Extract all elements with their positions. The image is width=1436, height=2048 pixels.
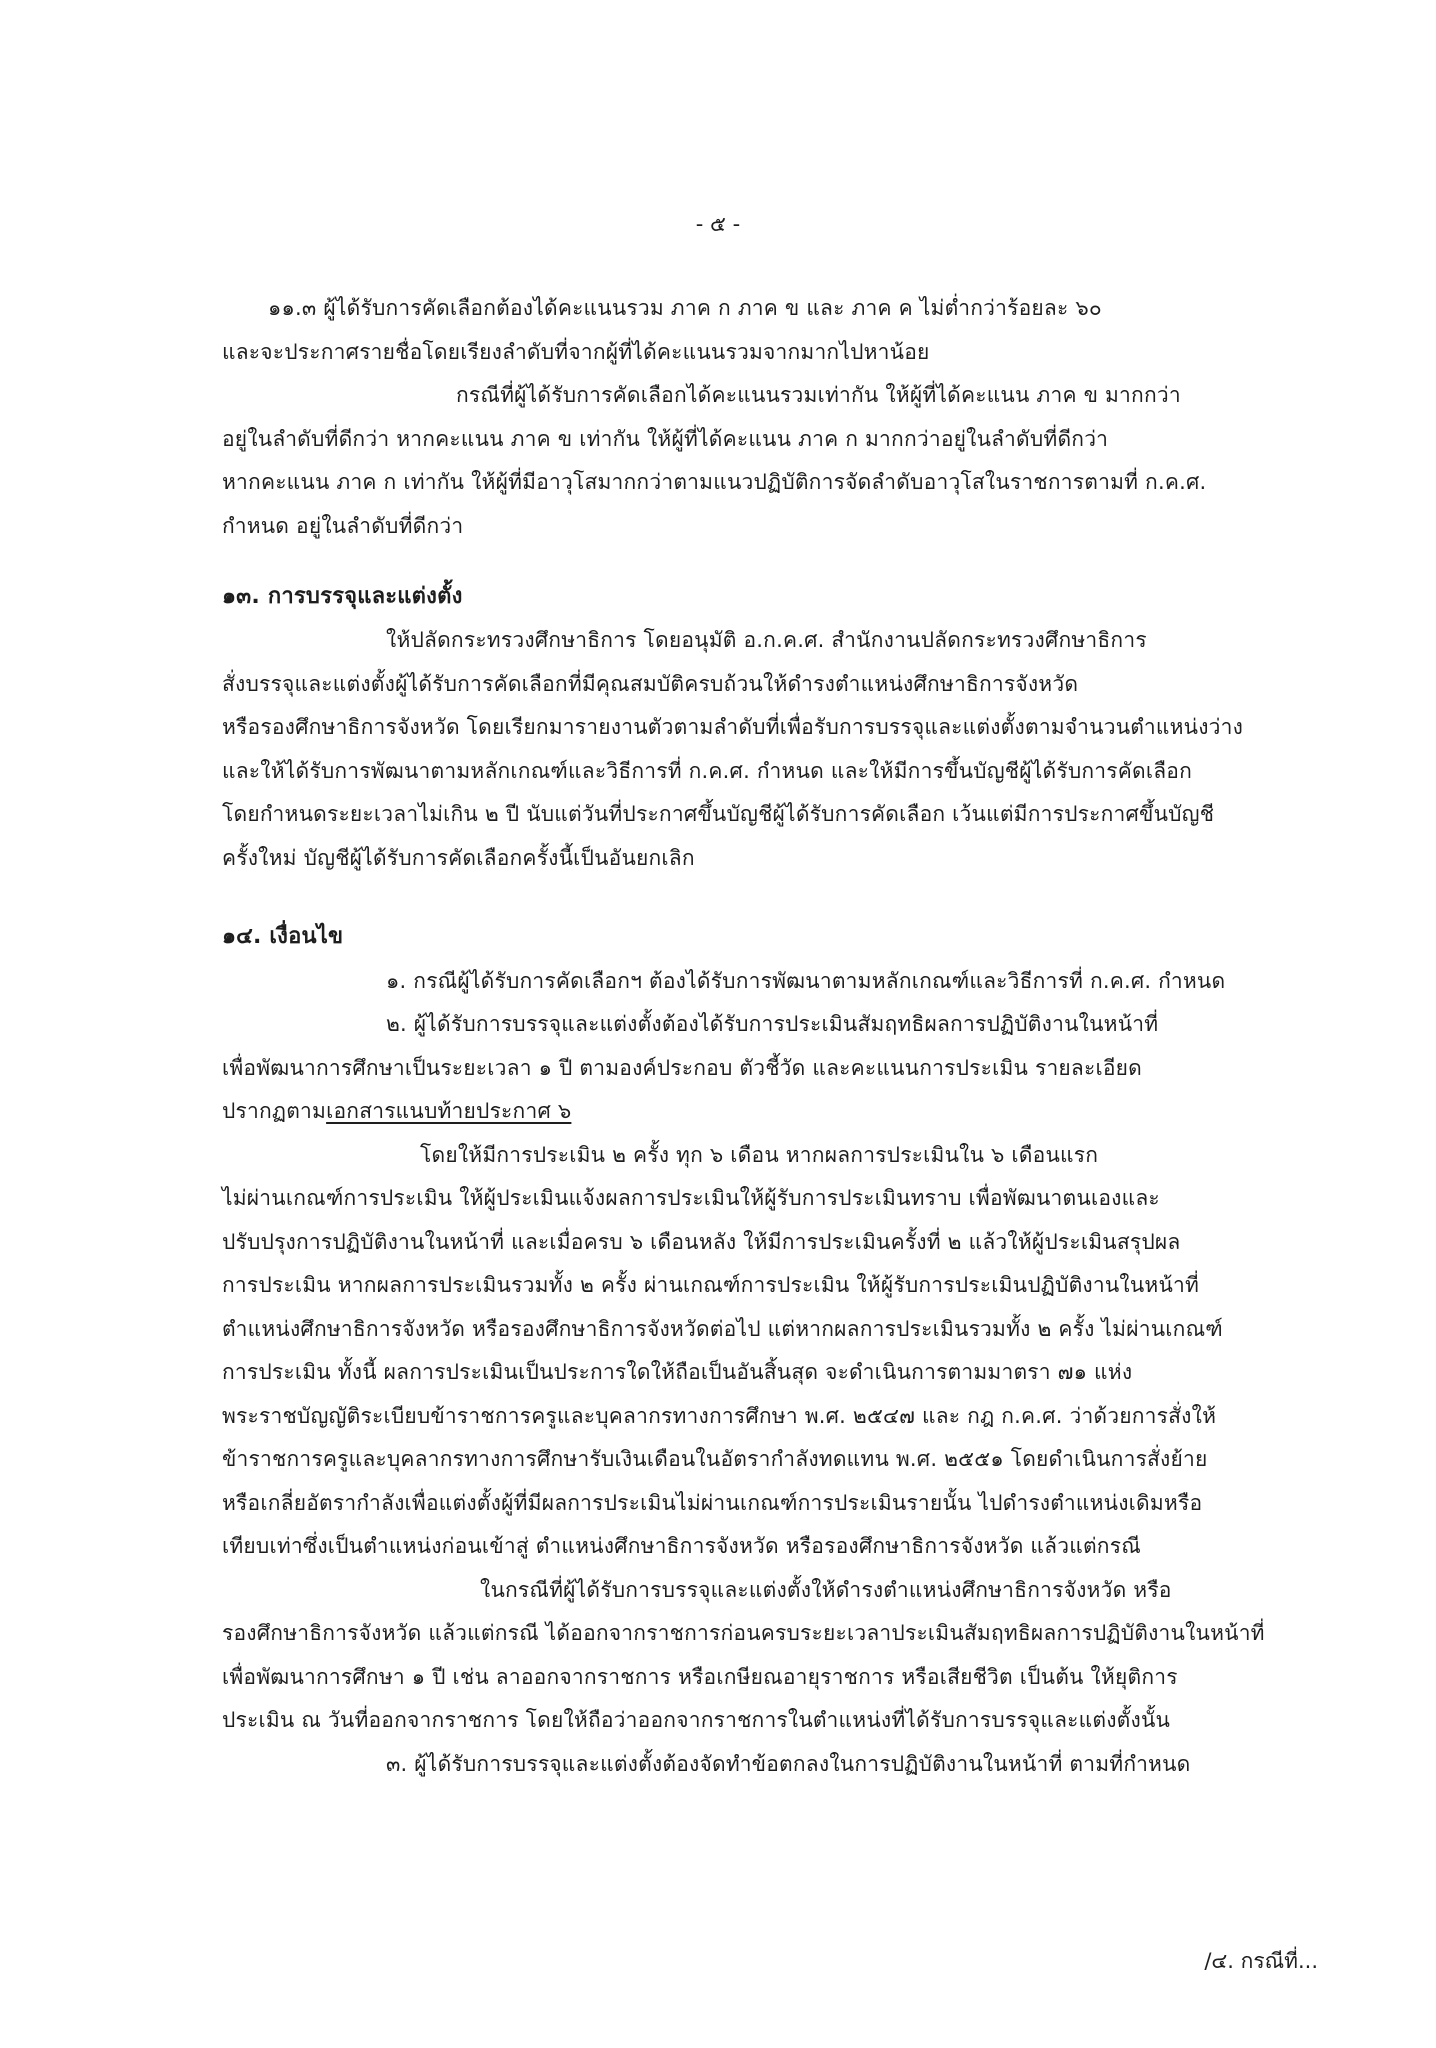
section-14-para-a-line-2: ไม่ผ่านเกณฑ์การประเมิน ให้ผู้ประเมินแจ้งผลการประเมินให้ผู้รับการประเมินทราบ เพื่อพัฒนาตนเองและ: [222, 1186, 1160, 1210]
section-13-line-4: และให้ได้รับการพัฒนาตามหลักเกณฑ์และวิธีการที่ ก.ค.ศ. กำหนด และให้มีการขึ้นบัญชีผู้ได้รับการคัดเลือก: [222, 759, 1193, 783]
section-13-heading: ๑๓. การบรรจุและแต่งตั้ง: [222, 584, 463, 609]
section-14-para-a-line-3: ปรับปรุงการปฏิบัติงานในหน้าที่ และเมื่อครบ ๖ เดือนหลัง ให้มีการประเมินครั้งที่ ๒ แล้วให้ผู้ประเมินสรุปผล: [222, 1230, 1181, 1254]
section-11-3-line-5: หากคะแนน ภาค ก เท่ากัน ให้ผู้ที่มีอาวุโสมากกว่าตามแนวปฏิบัติการจัดลำดับอาวุโสในราชการตามที่ ก.ค.ศ.: [222, 470, 1207, 494]
page-continuation-marker: /๔. กรณีที่...: [1204, 1949, 1318, 1973]
section-14-para-a-line-4: การประเมิน หากผลการประเมินรวมทั้ง ๒ ครั้ง ผ่านเกณฑ์การประเมิน ให้ผู้รับการประเมินปฏิบัติงานในหน้าที่: [222, 1273, 1200, 1297]
section-14-heading: ๑๔. เงื่อนไข: [222, 924, 344, 949]
section-13-line-1: ให้ปลัดกระทรวงศึกษาธิการ โดยอนุมัติ อ.ก.ค.ศ. สำนักงานปลัดกระทรวงศึกษาธิการ: [386, 628, 1147, 652]
section-11-3-line-2: และจะประกาศรายชื่อโดยเรียงลำดับที่จากผู้ที่ได้คะแนนรวมจากมากไปหาน้อย: [222, 340, 930, 364]
section-14-para-b-line-2: รองศึกษาธิการจังหวัด แล้วแต่กรณี ได้ออกจากราชการก่อนครบระยะเวลาประเมินสัมฤทธิผลการปฏิบัติงานในหน้าที่: [222, 1621, 1265, 1645]
section-14-para-a-line-7: พระราชบัญญัติระเบียบข้าราชการครูและบุคลากรทางการศึกษา พ.ศ. ๒๕๔๗ และ กฎ ก.ค.ศ. ว่าด้วยการสั่งให้: [222, 1404, 1217, 1428]
section-14-para-a-line-10: เทียบเท่าซึ่งเป็นตำแหน่งก่อนเข้าสู่ ตำแหน่งศึกษาธิการจังหวัด หรือรองศึกษาธิการจังหวัด แล้วแต่กรณี: [222, 1534, 1141, 1558]
section-14-para-a-line-1: โดยให้มีการประเมิน ๒ ครั้ง ทุก ๖ เดือน หากผลการประเมินใน ๖ เดือนแรก: [420, 1143, 1099, 1167]
section-14-para-b-line-4: ประเมิน ณ วันที่ออกจากราชการ โดยให้ถือว่าออกจากราชการในตำแหน่งที่ได้รับการบรรจุและแต่งตั้งนั้น: [222, 1708, 1171, 1732]
attachment-reference-prefix: ปรากฏตาม: [222, 1099, 327, 1123]
attachment-reference-link: เอกสารแนบท้ายประกาศ ๖: [326, 1099, 572, 1123]
section-11-3-line-1: ๑๑.๓ ผู้ได้รับการคัดเลือกต้องได้คะแนนรวม ภาค ก ภาค ข และ ภาค ค ไม่ต่ำกว่าร้อยละ ๖๐: [268, 296, 1102, 320]
section-14-para-a-line-8: ข้าราชการครูและบุคลากรทางการศึกษารับเงินเดือนในอัตรากำลังทดแทน พ.ศ. ๒๕๕๑ โดยดำเนินการสั่งย้าย: [222, 1447, 1208, 1471]
section-14-para-b-line-1: ในกรณีที่ผู้ได้รับการบรรจุและแต่งตั้งให้ดำรงตำแหน่งศึกษาธิการจังหวัด หรือ: [480, 1578, 1172, 1602]
section-11-3-line-3: กรณีที่ผู้ได้รับการคัดเลือกได้คะแนนรวมเท่ากัน ให้ผู้ที่ได้คะแนน ภาค ข มากกว่า: [456, 383, 1181, 407]
section-14-para-a-line-5: ตำแหน่งศึกษาธิการจังหวัด หรือรองศึกษาธิการจังหวัดต่อไป แต่หากผลการประเมินรวมทั้ง ๒ ครั้ง ไม่ผ่านเกณฑ์: [222, 1317, 1223, 1341]
section-14-item-3: ๓. ผู้ได้รับการบรรจุและแต่งตั้งต้องจัดทำข้อตกลงในการปฏิบัติงานในหน้าที่ ตามที่กำหนด: [386, 1752, 1191, 1776]
section-14-item-2-line-1: ๒. ผู้ได้รับการบรรจุและแต่งตั้งต้องได้รับการประเมินสัมฤทธิผลการปฏิบัติงานในหน้าที่: [386, 1012, 1159, 1036]
section-14-item-1: ๑. กรณีผู้ได้รับการคัดเลือกฯ ต้องได้รับการพัฒนาตามหลักเกณฑ์และวิธีการที่ ก.ค.ศ. กำหนด: [386, 969, 1226, 993]
section-14-para-a-line-6: การประเมิน ทั้งนี้ ผลการประเมินเป็นประการใดให้ถือเป็นอันสิ้นสุด จะดำเนินการตามมาตรา ๗๑ แห่ง: [222, 1360, 1133, 1384]
section-11-3-line-6: กำหนด อยู่ในลำดับที่ดีกว่า: [222, 514, 464, 538]
section-13-line-3: หรือรองศึกษาธิการจังหวัด โดยเรียกมารายงานตัวตามลำดับที่เพื่อรับการบรรจุและแต่งตั้งตามจำนวนตำแหน่งว่าง: [222, 715, 1244, 739]
section-14-para-a-line-9: หรือเกลี่ยอัตรากำลังเพื่อแต่งตั้งผู้ที่มีผลการประเมินไม่ผ่านเกณฑ์การประเมินรายนั้น ไปดำรงตำแหน่งเดิมหรือ: [222, 1491, 1203, 1515]
section-13-line-2: สั่งบรรจุและแต่งตั้งผู้ได้รับการคัดเลือกที่มีคุณสมบัติครบถ้วนให้ดำรงตำแหน่งศึกษาธิการจังหวัด: [222, 672, 1079, 696]
section-13-line-6: ครั้งใหม่ บัญชีผู้ได้รับการคัดเลือกครั้งนี้เป็นอันยกเลิก: [222, 846, 695, 870]
page-number: - ๕ -: [695, 212, 741, 236]
section-11-3-line-4: อยู่ในลำดับที่ดีกว่า หากคะแนน ภาค ข เท่ากัน ให้ผู้ที่ได้คะแนน ภาค ก มากกว่าอยู่ในลำดับที่ดีกว่า: [222, 427, 1109, 451]
section-13-line-5: โดยกำหนดระยะเวลาไม่เกิน ๒ ปี นับแต่วันที่ประกาศขึ้นบัญชีผู้ได้รับการคัดเลือก เว้นแต่มีการประกาศขึ้นบัญชี: [222, 802, 1215, 826]
section-14-item-2-line-3: [222, 1096, 571, 1126]
section-14-item-2-line-2: เพื่อพัฒนาการศึกษาเป็นระยะเวลา ๑ ปี ตามองค์ประกอบ ตัวชี้วัด และคะแนนการประเมิน รายละเอียด: [222, 1056, 1143, 1080]
section-14-para-b-line-3: เพื่อพัฒนาการศึกษา ๑ ปี เช่น ลาออกจากราชการ หรือเกษียณอายุราชการ หรือเสียชีวิต เป็นต้น ให้ยุติการ: [222, 1665, 1178, 1689]
